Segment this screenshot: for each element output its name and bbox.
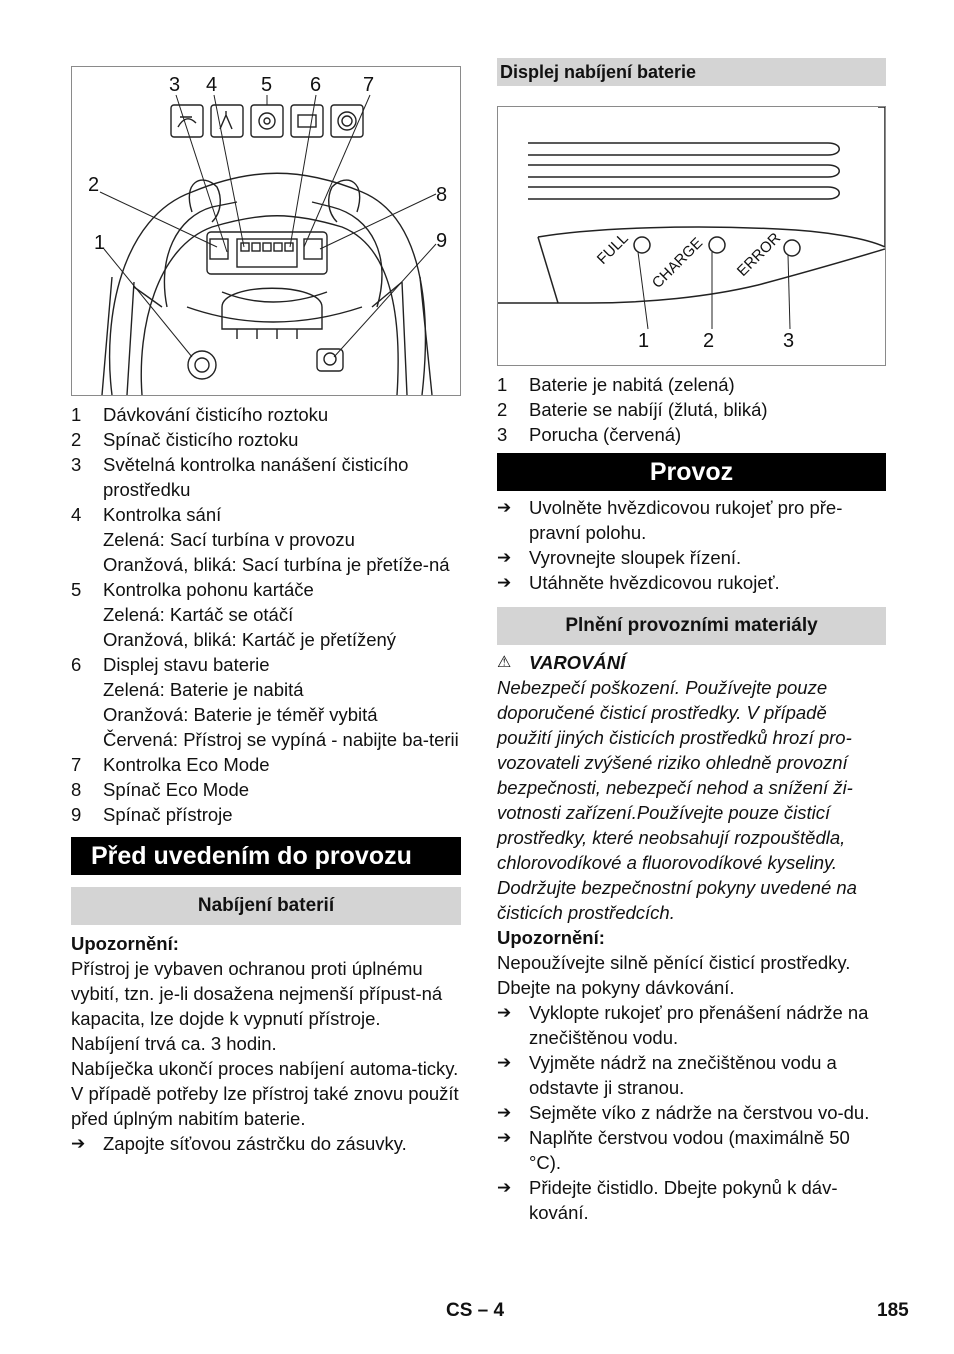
instruction-step xyxy=(497,1125,886,1175)
legend-item xyxy=(71,802,461,827)
arrow-icon: ➔ xyxy=(497,1103,512,1122)
legend-text: Kontrolka pohonu kartáče Zelená: Kartáč se otáčí Oranžová, bliká: Kartáč je přetížený xyxy=(103,579,397,650)
legend-item xyxy=(71,452,461,502)
paragraph: Přístroj je vybaven ochranou proti úplnému vybití, tzn. je-li dosažena nejmenší přípust-ná kapacita, lze dojde k vypnutí přístroje. xyxy=(71,958,443,1029)
provoz-steps xyxy=(497,495,886,595)
arrow-icon: ➔ xyxy=(497,1178,512,1197)
callout-label: 3 xyxy=(783,330,795,352)
paragraph: V případě potřeby lze přístroj také znovu použít před úplným nabitím baterie. xyxy=(71,1083,459,1129)
instruction-text: Vyrovnejte sloupek řízení. xyxy=(529,547,742,568)
legend-number: 1 xyxy=(71,404,82,425)
instruction-step xyxy=(497,1175,886,1225)
legend-text: Dávkování čisticího roztoku xyxy=(103,404,329,425)
instruction-text: Naplňte čerstvou vodou (maximálně 50 °C). xyxy=(529,1127,850,1173)
callout-label: 2 xyxy=(88,174,100,196)
instruction-step xyxy=(497,570,886,595)
charging-display-drawing xyxy=(498,107,885,365)
warning-triangle-icon: ⚠ xyxy=(497,654,512,671)
arrow-icon: ➔ xyxy=(497,548,512,567)
callout-label: 8 xyxy=(436,184,448,206)
left-column xyxy=(71,58,461,1156)
provoz-title: Provoz xyxy=(497,453,886,491)
legend-item xyxy=(71,402,461,427)
paragraph: Nabíjení trvá ca. 3 hodin. xyxy=(71,1033,277,1054)
instruction-text: Utáhněte hvězdicovou rukojeť. xyxy=(529,572,780,593)
arrow-icon: ➔ xyxy=(497,1003,512,1022)
legend-item xyxy=(71,777,461,802)
right-column xyxy=(497,58,886,1225)
legend-text: Displej stavu baterie Zelená: Baterie je nabitá Oranžová: Baterie je téměř vybitá Červená: Přístroj se vypíná - nabijte ba-terii xyxy=(103,654,459,750)
note-text: Nepoužívejte silně pěnící čisticí prostředky. Dbejte na pokyny dávkování. xyxy=(497,952,851,998)
legend-item xyxy=(71,427,461,452)
legend-number: 6 xyxy=(71,654,82,675)
figure-legend-list xyxy=(71,402,461,827)
legend-item xyxy=(71,577,461,652)
legend-number: 4 xyxy=(71,504,82,525)
section-subtitle: Nabíjení baterií xyxy=(71,887,461,925)
paragraph: Nabíječka ukončí proces nabíjení automa-ticky. xyxy=(71,1058,459,1079)
legend-item xyxy=(71,502,461,577)
arrow-icon: ➔ xyxy=(497,573,512,592)
legend-text: Baterie je nabitá (zelená) xyxy=(529,374,735,395)
filling-steps xyxy=(497,1000,886,1225)
legend-number: 3 xyxy=(71,454,82,475)
page-number: 185 xyxy=(877,1300,909,1321)
callout-label: 4 xyxy=(206,74,218,96)
error-label: ERROR xyxy=(733,229,785,280)
full-label: FULL xyxy=(593,229,632,268)
callout-label: 1 xyxy=(94,232,106,254)
legend-number: 2 xyxy=(497,399,508,420)
legend-item xyxy=(497,422,886,447)
instruction-step xyxy=(497,545,886,570)
display-heading: Displej nabíjení baterie xyxy=(497,58,886,86)
legend-number: 3 xyxy=(497,424,508,445)
charge-label: CHARGE xyxy=(648,234,707,292)
warning-text: Nebezpečí poškození. Používejte pouze doporučené čisticí prostředky. V případě použití jiných čisticích prostředků hrozí pro-vozovateli zvýšené riziko ohledně provozní bezpečnosti, nebezpečí nehod a snížení ži-votnosti zařízení.Používejte pouze čisticí prostředky, které neobsahují rozpouštědla, chlorovodíkové a fluorovodíkové kyseliny. Dodržujte bezpečnostní pokyny uvedené na čisticích prostředcích. xyxy=(497,677,857,923)
callout-label: 1 xyxy=(638,330,650,352)
page-section-footer: CS – 4 xyxy=(446,1300,505,1321)
warning-heading xyxy=(497,650,886,675)
section-title: Před uvedením do provozu xyxy=(71,837,461,875)
callout-label: 5 xyxy=(261,74,273,96)
legend-number: 1 xyxy=(497,374,508,395)
legend-number: 7 xyxy=(71,754,82,775)
instruction-text: Vyjměte nádrž na znečištěnou vodu a odstavte ji stranou. xyxy=(529,1052,837,1098)
legend-number: 5 xyxy=(71,579,82,600)
legend-number: 9 xyxy=(71,804,82,825)
instruction-step xyxy=(497,1000,886,1050)
legend-text: Kontrolka sání Zelená: Sací turbína v provozu Oranžová, bliká: Sací turbína je přetíže-ná xyxy=(103,504,450,575)
arrow-icon: ➔ xyxy=(497,498,512,517)
control-panel-figure xyxy=(71,66,461,396)
display-legend-list xyxy=(497,372,886,447)
warning-label: VAROVÁNÍ xyxy=(529,652,626,673)
legend-text: Světelná kontrolka nanášení čisticího prostředku xyxy=(103,454,409,500)
legend-text: Spínač čisticího roztoku xyxy=(103,429,299,450)
instruction-step xyxy=(497,1050,886,1100)
instruction-text: Uvolněte hvězdicovou rukojeť pro pře-pravní polohu. xyxy=(529,497,843,543)
instruction-step xyxy=(497,495,886,545)
instruction-text: Přidejte čistidlo. Dbejte pokynů k dáv-kování. xyxy=(529,1177,838,1223)
legend-number: 8 xyxy=(71,779,82,800)
legend-item xyxy=(497,397,886,422)
note-label: Upozornění: xyxy=(71,933,179,954)
legend-text: Spínač Eco Mode xyxy=(103,779,250,800)
arrow-icon: ➔ xyxy=(497,1053,512,1072)
arrow-icon: ➔ xyxy=(71,1134,86,1153)
legend-text: Kontrolka Eco Mode xyxy=(103,754,270,775)
legend-text: Baterie se nabíjí (žlutá, bliká) xyxy=(529,399,768,420)
control-panel-drawing xyxy=(72,67,460,395)
callout-label: 2 xyxy=(703,330,715,352)
instruction-step xyxy=(71,1131,461,1156)
legend-text: Spínač přístroje xyxy=(103,804,233,825)
charging-display-figure xyxy=(497,106,886,366)
arrow-icon: ➔ xyxy=(497,1128,512,1147)
legend-item xyxy=(71,752,461,777)
legend-item xyxy=(497,372,886,397)
legend-number: 2 xyxy=(71,429,82,450)
legend-text: Porucha (červená) xyxy=(529,424,682,445)
instruction-text: Zapojte síťovou zástrčku do zásuvky. xyxy=(103,1133,407,1154)
legend-item xyxy=(71,652,461,752)
callout-label: 6 xyxy=(310,74,322,96)
callout-label: 3 xyxy=(169,74,181,96)
instruction-text: Vyklopte rukojeť pro přenášení nádrže na znečištěnou vodu. xyxy=(529,1002,869,1048)
note-label: Upozornění: xyxy=(497,927,605,948)
instruction-step xyxy=(497,1100,886,1125)
instruction-text: Sejměte víko z nádrže na čerstvou vo-du. xyxy=(529,1102,870,1123)
provoz-subtitle: Plnění provozními materiály xyxy=(497,607,886,645)
callout-label: 7 xyxy=(363,74,375,96)
callout-label: 9 xyxy=(436,230,448,252)
